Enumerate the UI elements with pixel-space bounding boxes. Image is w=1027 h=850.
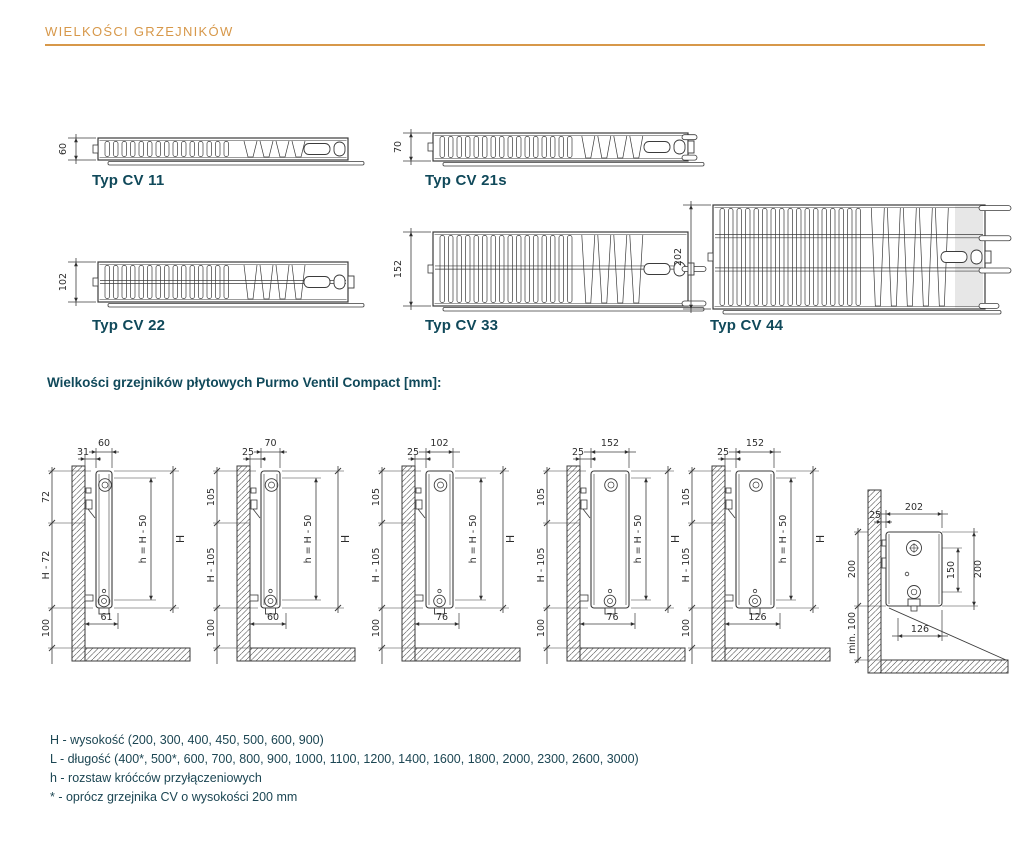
type-label-cv11: Typ CV 11: [92, 172, 165, 189]
legend-line-footnote: * - oprócz grzejnika CV o wysokości 200 mm: [50, 790, 298, 804]
side-view-diagram-cv21s: [203, 428, 368, 693]
side-view-diagram-cv33: [533, 428, 698, 693]
type-label-cv33: Typ CV 33: [425, 317, 499, 334]
dimension-label: 105: [681, 487, 692, 507]
dimension-label: 126: [748, 612, 767, 623]
dimension-label: 76: [435, 612, 449, 623]
dimension-label: 105: [371, 487, 382, 507]
legend-line-height: H - wysokość (200, 300, 400, 450, 500, 600, 900): [50, 733, 324, 747]
section-subtitle: Wielkości grzejników płytowych Purmo Ventil Compact [mm]:: [47, 375, 442, 390]
dimension-label: 25: [406, 447, 420, 458]
dimension-label: H: [814, 534, 827, 544]
dimension-label: 105: [536, 487, 547, 507]
dimension-label: H - 72: [41, 550, 52, 580]
dimension-label: 31: [76, 447, 90, 458]
dimension-label: min. 100: [847, 611, 858, 655]
dimension-label: 60: [266, 612, 280, 623]
dimension-label: h = H - 50: [633, 514, 644, 564]
dimension-label: 100: [41, 618, 52, 638]
dimension-label: H: [669, 534, 682, 544]
dimension-label: 61: [100, 612, 113, 623]
legend-line-length: L - długość (400*, 500*, 600, 700, 800, 900, 1000, 1100, 1200, 1400, 1600, 1800, 2000, 2300, 2600, 3000): [50, 752, 639, 766]
dimension-label: 200: [847, 559, 858, 579]
page-title: WIELKOŚCI GRZEJNIKÓW: [45, 24, 234, 39]
dimension-label: 202: [673, 247, 684, 267]
corner-detail-diagram: [848, 468, 1025, 698]
dimension-label: 202: [904, 502, 924, 513]
dimension-label: 105: [206, 487, 217, 507]
dimension-label: 100: [371, 618, 382, 638]
type-label-cv22: Typ CV 22: [92, 317, 166, 334]
dimension-label: H: [174, 534, 187, 544]
cross-section-cv22-drawing: [50, 252, 372, 318]
dimension-label: H - 105: [536, 547, 547, 583]
dimension-label: 25: [716, 447, 730, 458]
legend-line-connection: h - rozstaw króćców przyłączeniowych: [50, 771, 262, 785]
dimension-label: 70: [393, 140, 404, 154]
dimension-label: 100: [536, 618, 547, 638]
dimension-label: 100: [681, 618, 692, 638]
dimension-label: 102: [58, 272, 69, 292]
type-label-cv44: Typ CV 44: [710, 317, 784, 334]
title-underline: [45, 44, 985, 46]
dimension-label: 72: [41, 490, 52, 504]
dimension-label: H: [504, 534, 517, 544]
dimension-label: H: [339, 534, 352, 544]
dimension-label: 152: [745, 438, 765, 449]
dimension-label: 200: [973, 559, 984, 579]
dimension-label: 150: [946, 560, 957, 580]
dimension-label: 152: [600, 438, 620, 449]
dimension-label: 100: [206, 618, 217, 638]
dimension-label: 60: [97, 438, 111, 449]
type-label-cv21s: Typ CV 21s: [425, 172, 507, 189]
dimension-label: 76: [606, 612, 619, 623]
dimension-label: H - 105: [371, 547, 382, 583]
dimension-label: 102: [430, 438, 449, 449]
dimension-label: 152: [393, 259, 404, 279]
dimension-label: h = H - 50: [468, 514, 479, 564]
dimension-label: H - 105: [206, 547, 217, 583]
dimension-label: h = H - 50: [303, 514, 314, 564]
dimension-label: 25: [571, 447, 585, 458]
dimension-label: 70: [264, 438, 277, 449]
dimension-label: h = H - 50: [778, 514, 789, 564]
dimension-label: 126: [910, 624, 930, 635]
dimension-label: 25: [868, 510, 882, 521]
cross-section-cv44-drawing: [665, 195, 1019, 323]
dimension-label: 25: [241, 447, 255, 458]
dimension-label: H - 105: [681, 547, 692, 583]
side-view-diagram-cv11: [38, 428, 203, 693]
side-view-diagram-cv22: [368, 428, 533, 693]
dimension-label: 60: [58, 142, 69, 156]
dimension-label: h = H - 50: [138, 514, 149, 564]
side-view-diagram-cv44: [678, 428, 843, 693]
legend: [50, 731, 639, 807]
